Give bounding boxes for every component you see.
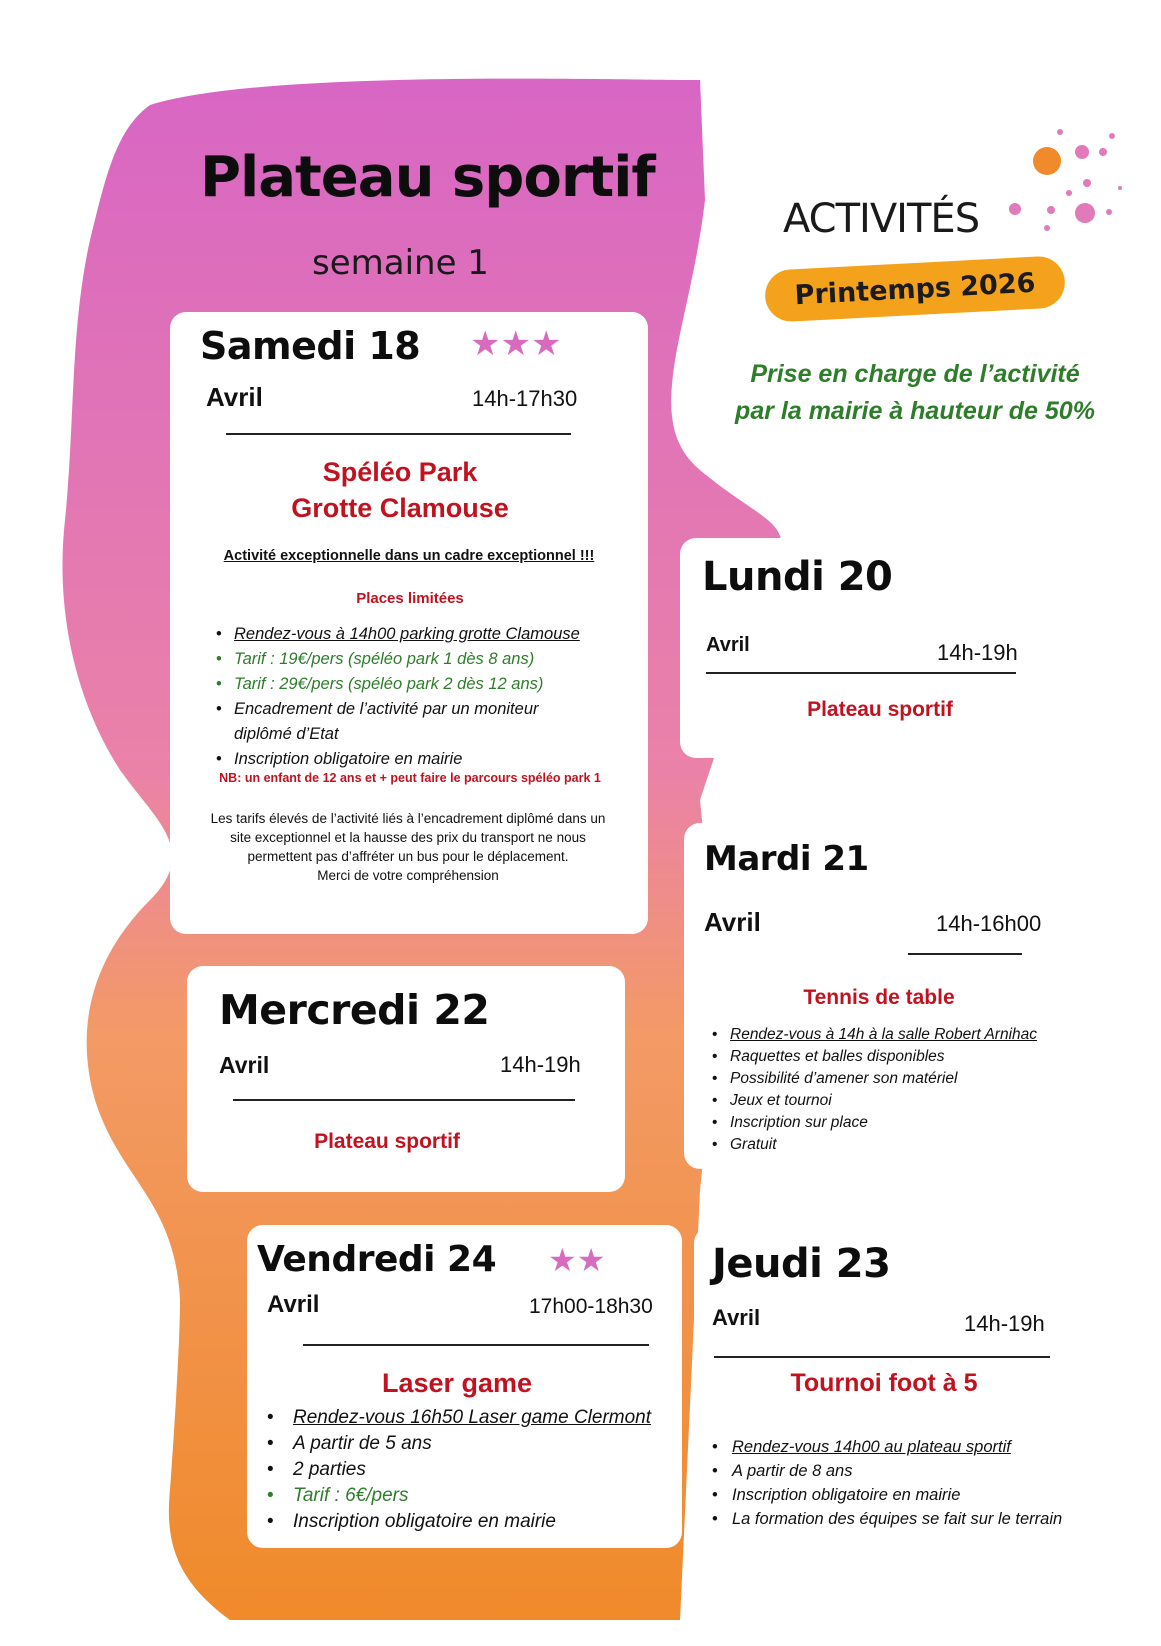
activity-title-line-1: Spéléo Park	[322, 457, 478, 487]
hours-label: 14h-19h	[964, 1311, 1045, 1336]
list-item: • La formation des équipes se fait sur le terrain	[712, 1507, 1062, 1531]
divider	[908, 953, 1022, 955]
day-title: Samedi 18	[200, 324, 421, 368]
list-item: • Inscription sur place	[712, 1112, 1037, 1134]
mardi-bullets	[712, 1024, 1037, 1156]
card-jeudi	[694, 1227, 1100, 1547]
samedi-bullets	[216, 622, 580, 772]
activites-label: ACTIVITÉS	[783, 196, 980, 242]
decorative-dots-icon	[1005, 128, 1135, 248]
activity-headline: Activité exceptionnelle dans un cadre exceptionnel !!!	[223, 548, 595, 564]
note-line: site exceptionnel et la hausse des prix du transport ne nous	[230, 830, 586, 845]
funding-line-2: par la mairie à hauteur de 50%	[735, 397, 1095, 425]
nb-note: NB: un enfant de 12 ans et + peut faire le parcours spéléo park 1	[219, 771, 601, 785]
card-mardi	[684, 823, 1066, 1169]
note-line: Les tarifs élevés de l’activité liés à l’encadrement diplômé dans un	[210, 811, 606, 826]
list-item: • Inscription obligatoire en mairie	[267, 1509, 651, 1535]
list-item: • A partir de 5 ans	[267, 1431, 651, 1457]
hours-label: 17h00-18h30	[529, 1295, 653, 1318]
divider	[233, 1099, 575, 1101]
page-subtitle: semaine 1	[312, 243, 489, 283]
month-label: Avril	[704, 907, 761, 937]
list-item: • Encadrement de l’activité par un moniteur	[216, 697, 580, 722]
funding-line-1: Prise en charge de l’activité	[750, 360, 1080, 388]
places-limitees: Places limitées	[356, 590, 464, 607]
day-title: Jeudi 23	[712, 1241, 891, 1287]
note-line: permettent pas d’affréter un bus pour le déplacement.	[247, 849, 569, 864]
activity-title: Plateau sportif	[807, 698, 953, 721]
list-item: • Raquettes et balles disponibles	[712, 1046, 1037, 1068]
activity-title	[210, 454, 590, 526]
list-item: • Tarif : 6€/pers	[267, 1483, 651, 1509]
list-item: • Jeux et tournoi	[712, 1090, 1037, 1112]
hours-label: 14h-17h30	[472, 386, 578, 411]
list-item: • 2 parties	[267, 1457, 651, 1483]
card-lundi	[680, 538, 1052, 758]
month-label: Avril	[712, 1305, 761, 1330]
list-item: • Tarif : 29€/pers (spéléo park 2 dès 12 ans)	[216, 672, 580, 697]
day-title: Lundi 20	[702, 554, 893, 600]
page-title: Plateau sportif	[200, 145, 655, 210]
hours-label: 14h-19h	[500, 1052, 581, 1077]
list-item: • A partir de 8 ans	[712, 1459, 1062, 1483]
hours-label: 14h-19h	[937, 640, 1018, 665]
rating-stars: ★★★	[470, 325, 562, 363]
activity-title-line-2: Grotte Clamouse	[291, 493, 509, 523]
list-item: • Possibilité d’amener son matériel	[712, 1068, 1037, 1090]
activity-title: Tournoi foot à 5	[790, 1369, 978, 1397]
month-label: Avril	[267, 1291, 320, 1318]
note-line: Merci de votre compréhension	[317, 868, 499, 883]
list-item: • Inscription obligatoire en mairie	[216, 747, 580, 772]
day-title: Mercredi 22	[219, 986, 490, 1034]
month-label: Avril	[706, 634, 750, 656]
list-item: • Rendez-vous à 14h00 parking grotte Clamouse	[216, 622, 580, 647]
month-label: Avril	[219, 1052, 270, 1078]
vendredi-bullets	[267, 1405, 651, 1535]
list-item: • Rendez-vous 16h50 Laser game Clermont	[267, 1405, 651, 1431]
season-badge: Printemps 2026	[764, 255, 1066, 323]
rating-stars: ★★	[548, 1242, 606, 1278]
divider	[706, 672, 1016, 674]
hours-label: 14h-16h00	[936, 911, 1042, 936]
jeudi-bullets	[712, 1435, 1062, 1531]
activity-title: Tennis de table	[803, 986, 955, 1009]
card-samedi	[170, 312, 648, 934]
transport-note	[178, 809, 638, 885]
activity-title: Plateau sportif	[314, 1130, 460, 1153]
card-mercredi	[187, 966, 625, 1192]
list-item: • Rendez-vous 14h00 au plateau sportif	[712, 1435, 1062, 1459]
day-title: Vendredi 24	[257, 1239, 497, 1280]
list-item: • Inscription obligatoire en mairie	[712, 1483, 1062, 1507]
activity-title: Laser game	[381, 1368, 533, 1398]
divider	[226, 433, 571, 435]
list-item: • Tarif : 19€/pers (spéléo park 1 dès 8 ans)	[216, 647, 580, 672]
funding-note	[715, 356, 1115, 430]
list-item: • Rendez-vous à 14h à la salle Robert Arnihac	[712, 1024, 1037, 1046]
divider	[714, 1356, 1050, 1358]
month-label: Avril	[206, 382, 263, 412]
divider	[303, 1344, 649, 1346]
day-title: Mardi 21	[704, 839, 869, 879]
card-vendredi	[247, 1225, 682, 1548]
list-item-continued: diplômé d’Etat	[234, 725, 339, 743]
list-item: • Gratuit	[712, 1134, 1037, 1156]
